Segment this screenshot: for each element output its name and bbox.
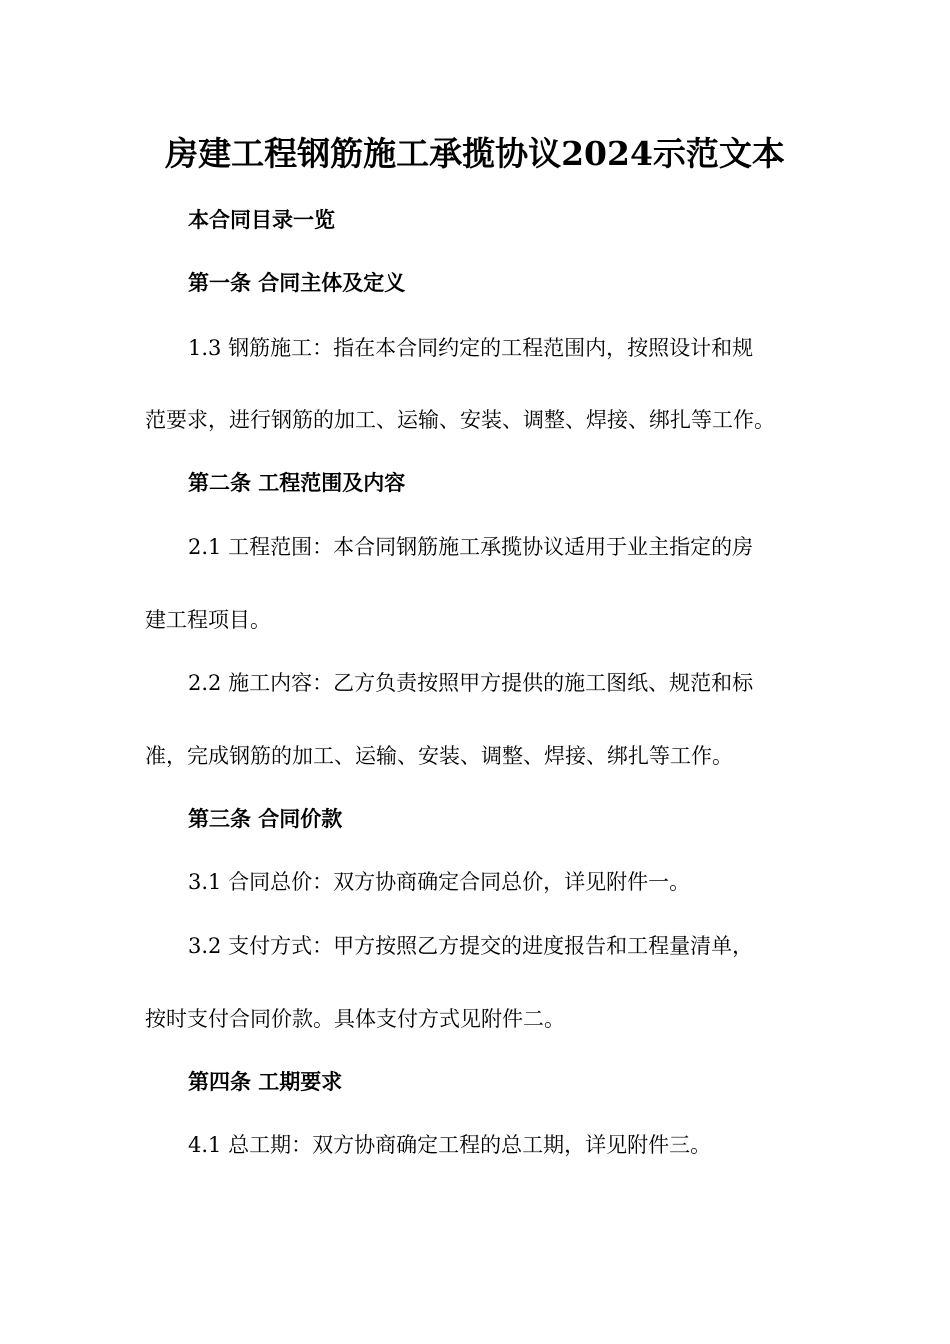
article-2-heading: 第二条 工程范围及内容 [188,470,406,495]
article-2-paragraph-2-line-2: 准，完成钢筋的加工、运输、安装、调整、焊接、绑扎等工作。 [145,744,733,768]
toc-label: 本合同目录一览 [188,207,335,232]
article-2-paragraph-1-line-2: 建工程项目。 [145,608,271,632]
article-4-paragraph-1-line-1: 4.1 总工期：双方协商确定工程的总工期，详见附件三。 [188,1133,712,1157]
article-2-paragraph-1-line-1: 2.1 工程范围：本合同钢筋施工承揽协议适用于业主指定的房 [188,535,754,559]
article-3-heading: 第三条 合同价款 [188,806,343,831]
article-3-paragraph-2-line-1: 3.2 支付方式：甲方按照乙方提交的进度报告和工程量清单， [188,934,754,958]
article-3-paragraph-2-line-2: 按时支付合同价款。具体支付方式见附件二。 [145,1007,565,1031]
article-4-heading: 第四条 工期要求 [188,1069,343,1094]
article-1-paragraph-1-line-1: 1.3 钢筋施工：指在本合同约定的工程范围内，按照设计和规 [188,336,754,360]
article-1-paragraph-1-line-2: 范要求，进行钢筋的加工、运输、安装、调整、焊接、绑扎等工作。 [145,408,775,432]
article-3-paragraph-1-line-1: 3.1 合同总价：双方协商确定合同总价，详见附件一。 [188,870,691,894]
article-2-paragraph-2-line-1: 2.2 施工内容：乙方负责按照甲方提供的施工图纸、规范和标 [188,671,754,695]
document-title: 房建工程钢筋施工承揽协议2024示范文本 [165,134,785,173]
article-1-heading: 第一条 合同主体及定义 [188,270,406,295]
